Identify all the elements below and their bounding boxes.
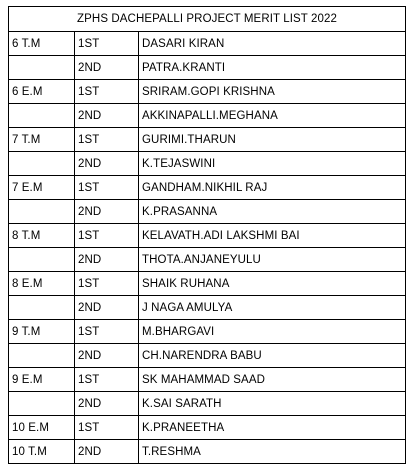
student-name-cell: M.BHARGAVI xyxy=(139,320,406,344)
table-row xyxy=(9,416,406,440)
student-name-cell: PATRA.KRANTI xyxy=(139,56,406,80)
student-name-cell: SRIRAM.GOPI KRISHNA xyxy=(139,80,406,104)
table-row xyxy=(9,248,406,272)
class-cell: 6 T.M xyxy=(9,32,75,56)
merit-list-sheet xyxy=(8,6,405,464)
table-row xyxy=(9,368,406,392)
rank-cell: 2ND xyxy=(75,344,139,368)
rank-cell: 2ND xyxy=(75,248,139,272)
rank-cell: 1ST xyxy=(75,176,139,200)
student-name-cell: K.SAI SARATH xyxy=(139,392,406,416)
class-cell xyxy=(9,152,75,176)
table-row xyxy=(9,128,406,152)
student-name-cell: GANDHAM.NIKHIL RAJ xyxy=(139,176,406,200)
student-name-cell: AKKINAPALLI.MEGHANA xyxy=(139,104,406,128)
table-row xyxy=(9,104,406,128)
table-row xyxy=(9,152,406,176)
student-name-cell: GURIMI.THARUN xyxy=(139,128,406,152)
rank-cell: 2ND xyxy=(75,56,139,80)
table-row xyxy=(9,176,406,200)
class-cell: 7 T.M xyxy=(9,128,75,152)
rank-cell: 2ND xyxy=(75,440,139,464)
table-row xyxy=(9,32,406,56)
rank-cell: 1ST xyxy=(75,320,139,344)
table-row xyxy=(9,224,406,248)
table-row xyxy=(9,56,406,80)
student-name-cell: T.RESHMA xyxy=(139,440,406,464)
table-row xyxy=(9,296,406,320)
table-row xyxy=(9,440,406,464)
table-row xyxy=(9,200,406,224)
student-name-cell: THOTA.ANJANEYULU xyxy=(139,248,406,272)
rank-cell: 1ST xyxy=(75,272,139,296)
class-cell xyxy=(9,56,75,80)
class-cell: 7 E.M xyxy=(9,176,75,200)
class-cell: 10 T.M xyxy=(9,440,75,464)
rank-cell: 2ND xyxy=(75,296,139,320)
rank-cell: 2ND xyxy=(75,200,139,224)
class-cell xyxy=(9,296,75,320)
title-row xyxy=(9,7,406,32)
class-cell: 6 E.M xyxy=(9,80,75,104)
class-cell xyxy=(9,104,75,128)
rank-cell: 1ST xyxy=(75,224,139,248)
class-cell xyxy=(9,392,75,416)
student-name-cell: KELAVATH.ADI LAKSHMI BAI xyxy=(139,224,406,248)
student-name-cell: K.PRANEETHA xyxy=(139,416,406,440)
class-cell: 9 E.M xyxy=(9,368,75,392)
rank-cell: 2ND xyxy=(75,104,139,128)
student-name-cell: CH.NARENDRA BABU xyxy=(139,344,406,368)
rank-cell: 1ST xyxy=(75,368,139,392)
student-name-cell: SK MAHAMMAD SAAD xyxy=(139,368,406,392)
table-row xyxy=(9,392,406,416)
class-cell xyxy=(9,344,75,368)
student-name-cell: K.PRASANNA xyxy=(139,200,406,224)
rank-cell: 1ST xyxy=(75,416,139,440)
table-row xyxy=(9,272,406,296)
class-cell: 8 E.M xyxy=(9,272,75,296)
rank-cell: 2ND xyxy=(75,152,139,176)
rank-cell: 1ST xyxy=(75,32,139,56)
table-row xyxy=(9,320,406,344)
table-row xyxy=(9,344,406,368)
student-name-cell: SHAIK RUHANA xyxy=(139,272,406,296)
class-cell xyxy=(9,200,75,224)
rank-cell: 1ST xyxy=(75,80,139,104)
student-name-cell: DASARI KIRAN xyxy=(139,32,406,56)
student-name-cell: K.TEJASWINI xyxy=(139,152,406,176)
rank-cell: 1ST xyxy=(75,128,139,152)
class-cell: 8 T.M xyxy=(9,224,75,248)
class-cell: 9 T.M xyxy=(9,320,75,344)
class-cell: 10 E.M xyxy=(9,416,75,440)
merit-list-table xyxy=(8,6,406,464)
class-cell xyxy=(9,248,75,272)
student-name-cell: J NAGA AMULYA xyxy=(139,296,406,320)
table-row xyxy=(9,80,406,104)
table-title: ZPHS DACHEPALLI PROJECT MERIT LIST 2022 xyxy=(9,7,406,32)
rank-cell: 2ND xyxy=(75,392,139,416)
